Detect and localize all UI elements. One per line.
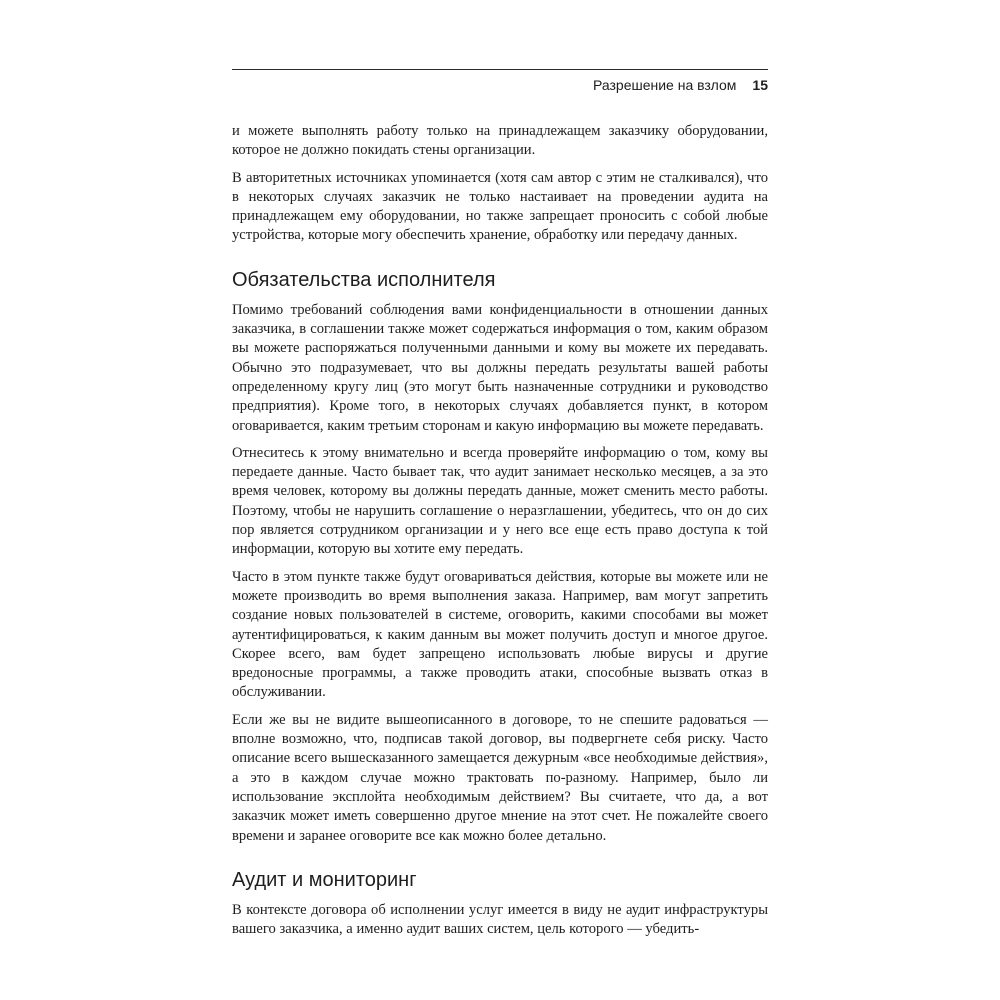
running-title: Разрешение на взлом — [592, 77, 737, 93]
header-rule — [232, 69, 768, 70]
book-page — [232, 0, 768, 1000]
paragraph: Если же вы не видите вышеописанного в договоре, то не спешите радоваться — вполне возможно, что, подписав такой договор, вы подвергнете себя риску. Часто описание всего вышесказанного замещается дежурным «все необходимые действия», а это в каждом случае можно трактовать по-разному. Например, было ли использование эксплойта необходимым действием? Вы считаете, что да, а вот заказчик может иметь совершенно другое мнение на этот счет. Не пожалейте своего времени и заранее оговорите все как можно более детально. — [232, 711, 768, 844]
paragraph: В авторитетных источниках упоминается (хотя сам автор с этим не сталкивался), что в некоторых случаях заказчик не только настаивает на проведении аудита на принадлежащем ему оборудовании, но также запрещает проносить с собой любые устройства, которые могу обеспечить хранение, обработку или передачу данных. — [232, 169, 768, 244]
page-number: 15 — [752, 77, 768, 93]
running-head — [593, 76, 768, 94]
paragraph: Помимо требований соблюдения вами конфиденциальности в отношении данных заказчика, в соглашении также может содержаться информация о том, каким образом вы можете распоряжаться полученными данными и кому вы можете их передавать. Обычно это подразумевает, что вы должны передать результаты вашей работы определенному кругу лиц (это могут быть назначенные сотрудники и руководство предприятия). Кроме того, в некоторых случаях добавляется пункт, в котором оговаривается, каким третьим сторонам и какую информацию вы можете передавать. — [232, 301, 768, 434]
paragraph: Часто в этом пункте также будут оговариваться действия, которые вы можете или не можете производить во время выполнения заказа. Например, вам могут запретить создание новых пользователей в системе, оговорить, какими способами вы может аутентифицироваться, к каким данным вы может получить доступ и многое другое. Скорее всего, вам будет запрещено использовать любые вирусы и другие вредоносные программы, а также проводить атаки, способные вызвать отказ в обслуживании. — [232, 568, 768, 701]
section-heading: Аудит и мониторинг — [232, 868, 417, 891]
paragraph: и можете выполнять работу только на принадлежащем заказчику оборудовании, которое не должно покидать стены организации. — [232, 123, 768, 159]
section-heading: Обязательства исполнителя — [232, 268, 496, 291]
paragraph: В контексте договора об исполнении услуг имеется в виду не аудит инфраструктуры вашего заказчика, а именно аудит ваших систем, цель которого — убедить- — [232, 901, 768, 938]
body-text — [232, 122, 768, 947]
paragraph: Отнеситесь к этому внимательно и всегда проверяйте информацию о том, кому вы передаете данные. Часто бывает так, что аудит занимает несколько месяцев, а за это время человек, которому вы должны передать данные, может сменить место работы. Поэтому, чтобы не нарушить соглашение о неразглашении, убедитесь, что он до сих пор является сотрудником организации и у него все еще есть право доступа к той информации, которую вы хотите ему передать. — [232, 444, 768, 558]
